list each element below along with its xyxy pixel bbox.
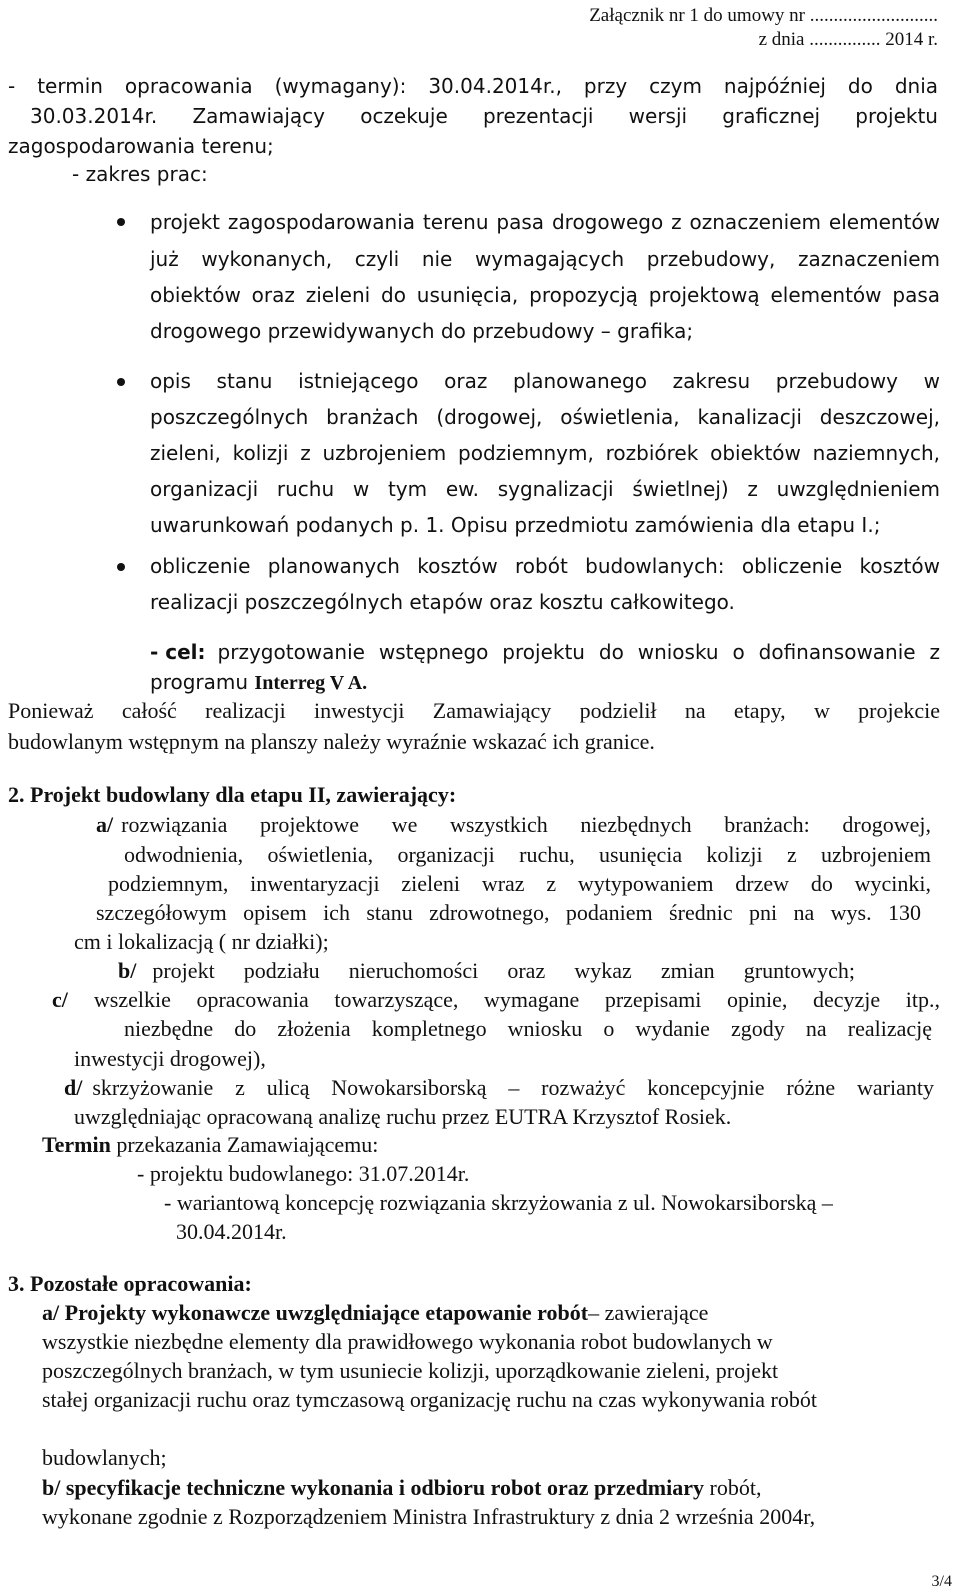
bullet-2-line-2: poszczególnych branżach (drogowej, oświetlenia, kanalizacji deszczowej,	[150, 405, 940, 429]
header-attachment-line: Załącznik nr 1 do umowy nr ...........................	[589, 5, 938, 26]
header-date-line: z dnia ............... 2014 r.	[758, 29, 938, 50]
section-2-termin-text: przekazania Zamawiającemu:	[116, 1132, 379, 1157]
section-3-b-line-1	[42, 1477, 761, 1499]
intro-line-1: - termin opracowania (wymagany): 30.04.2014r., przy czym najpóźniej do dnia	[8, 74, 938, 98]
cel-line-1	[150, 642, 940, 662]
bullet-1-line-2: już wykonanych, czyli nie wymagających przebudowy, zaznaczeniem	[150, 247, 940, 271]
section-2-c-line-3: inwestycji drogowej),	[74, 1046, 266, 1071]
section-3-b-bold: specyfikacje techniczne wykonania i odbioru robot oraz przedmiary	[65, 1475, 705, 1500]
section-2-a-text-1: rozwiązania projektowe we wszystkich niezbędnych branżach: drogowej,	[121, 812, 931, 837]
section-2-c-line-1	[52, 989, 940, 1011]
section-2-d-line-2: uwzględniając opracowaną analizę ruchu przez EUTRA Krzysztof Rosiek.	[74, 1104, 732, 1129]
intro-line-4: - zakres prac:	[72, 162, 208, 186]
intro-line-3: zagospodarowania terenu;	[8, 134, 274, 158]
section-2-b-label: b/	[118, 958, 137, 983]
section-3-b-label: b/	[42, 1475, 61, 1500]
bullet-2-line-1: opis stanu istniejącego oraz planowanego zakresu przebudowy w	[150, 369, 940, 393]
section-3-a-rest: – zawierające	[588, 1300, 709, 1325]
section-2-d-line-1	[64, 1077, 934, 1099]
section-3-a-line-1	[42, 1302, 708, 1324]
cel-text: przygotowanie wstępnego projektu do wniosku o dofinansowanie z	[217, 640, 940, 664]
section-2-c-line-2: niezbędne do złożenia kompletnego wniosku o wydanie zgody na realizację	[124, 1016, 932, 1041]
section-3-a-line-2: wszystkie niezbędne elementy dla prawidłowego wykonania robot budowlanych w	[42, 1329, 773, 1354]
bullet-3-line-1: obliczenie planowanych kosztów robót budowlanych: obliczenie kosztów	[150, 554, 940, 578]
bullet-3	[117, 563, 125, 571]
section-2-a-line-1	[96, 814, 931, 836]
section-3-b-line-2: wykonane zgodnie z Rozporządzeniem Ministra Infrastruktury z dnia 2 września 2004r,	[42, 1504, 816, 1529]
note-line-1: Ponieważ całość realizacji inwestycji Zamawiający podzielił na etapy, w projekcie	[8, 698, 940, 723]
section-2-termin-item-1: - projektu budowlanego: 31.07.2014r.	[137, 1161, 470, 1186]
bullet-1-line-4: drogowego przewidywanych do przebudowy – grafika;	[150, 319, 694, 343]
section-2-a-line-4: szczegółowym opisem ich stanu zdrowotnego, podaniem średnic pni na wys. 130	[96, 900, 921, 925]
bullet-1	[117, 218, 125, 226]
section-3-a-line-4: stałej organizacji ruchu oraz tymczasową organizację ruchu na czas wykonywania robót	[42, 1387, 817, 1412]
section-2-a-line-5: cm i lokalizacją ( nr działki);	[74, 929, 329, 954]
section-3-b-rest: robót,	[709, 1475, 762, 1500]
section-2-a-line-2: odwodnienia, oświetlenia, organizacji ruchu, usunięcia kolizji z uzbrojeniem	[124, 842, 931, 867]
bullet-2-line-3: zieleni, kolizji z uzbrojeniem podziemnym, rozbiórek obiektów naziemnych,	[150, 441, 940, 465]
section-2-a-line-3: podziemnym, inwentaryzacji zieleni wraz z wytypowaniem drzew do wycinki,	[108, 871, 931, 896]
section-2-termin-item-2: - wariantową koncepcję rozwiązania skrzyżowania z ul. Nowokarsiborską –	[164, 1190, 833, 1215]
section-3-a-bold: Projekty wykonawcze uwzględniające etapowanie robót	[64, 1300, 589, 1325]
section-2-c-label: c/	[52, 987, 68, 1012]
section-2-termin-line	[42, 1134, 378, 1156]
bullet-1-line-1: projekt zagospodarowania terenu pasa drogowego z oznaczeniem elementów	[150, 210, 940, 234]
section-2-d-text-1: skrzyżowanie z ulicą Nowokarsiborską – rozważyć koncepcyjnie różne warianty	[92, 1075, 934, 1100]
bullet-2	[117, 378, 125, 386]
cel-program-label: programu	[150, 670, 249, 694]
section-3-a-line-3: poszczególnych branżach, w tym usuniecie kolizji, uporządkowanie zieleni, projekt	[42, 1358, 779, 1383]
section-2-b-text: projekt podziału nieruchomości oraz wykaz zmian gruntowych;	[152, 958, 855, 983]
bullet-2-line-5: uwarunkowań podanych p. 1. Opisu przedmiotu zamówienia dla etapu I.;	[150, 513, 881, 537]
section-2-heading: 2. Projekt budowlany dla etapu II, zawierający:	[8, 782, 457, 807]
bullet-1-line-3: obiektów oraz zieleni do usunięcia, propozycją projektową elementów pasa	[150, 283, 940, 307]
section-2-a-label: a/	[96, 812, 114, 837]
section-2-b-line-1	[118, 960, 855, 982]
cel-program-name: Interreg V A.	[254, 672, 368, 694]
section-2-d-label: d/	[64, 1075, 83, 1100]
page-number: 3/4	[931, 1573, 952, 1590]
cel-line-2	[150, 672, 367, 693]
intro-line-2: 30.03.2014r. Zamawiający oczekuje prezentacji wersji graficznej projektu	[30, 104, 938, 128]
note-line-2: budowlanym wstępnym na planszy należy wyraźnie wskazać ich granice.	[8, 729, 655, 754]
section-2-termin-label: Termin	[42, 1132, 111, 1157]
bullet-3-line-2: realizacji poszczególnych etapów oraz kosztu całkowitego.	[150, 590, 735, 614]
section-3-a-line-5: budowlanych;	[42, 1445, 167, 1470]
cel-prefix: - cel:	[150, 640, 206, 664]
section-2-c-text-1: wszelkie opracowania towarzyszące, wymagane przepisami opinie, decyzje itp.,	[93, 987, 940, 1012]
bullet-2-line-4: organizacji ruchu w tym ew. sygnalizacji świetlnej) z uwzględnieniem	[150, 477, 940, 501]
section-2-termin-item-2-date: 30.04.2014r.	[176, 1219, 287, 1244]
section-3-a-label: a/	[42, 1300, 60, 1325]
section-3-heading: 3. Pozostałe opracowania:	[8, 1271, 252, 1296]
